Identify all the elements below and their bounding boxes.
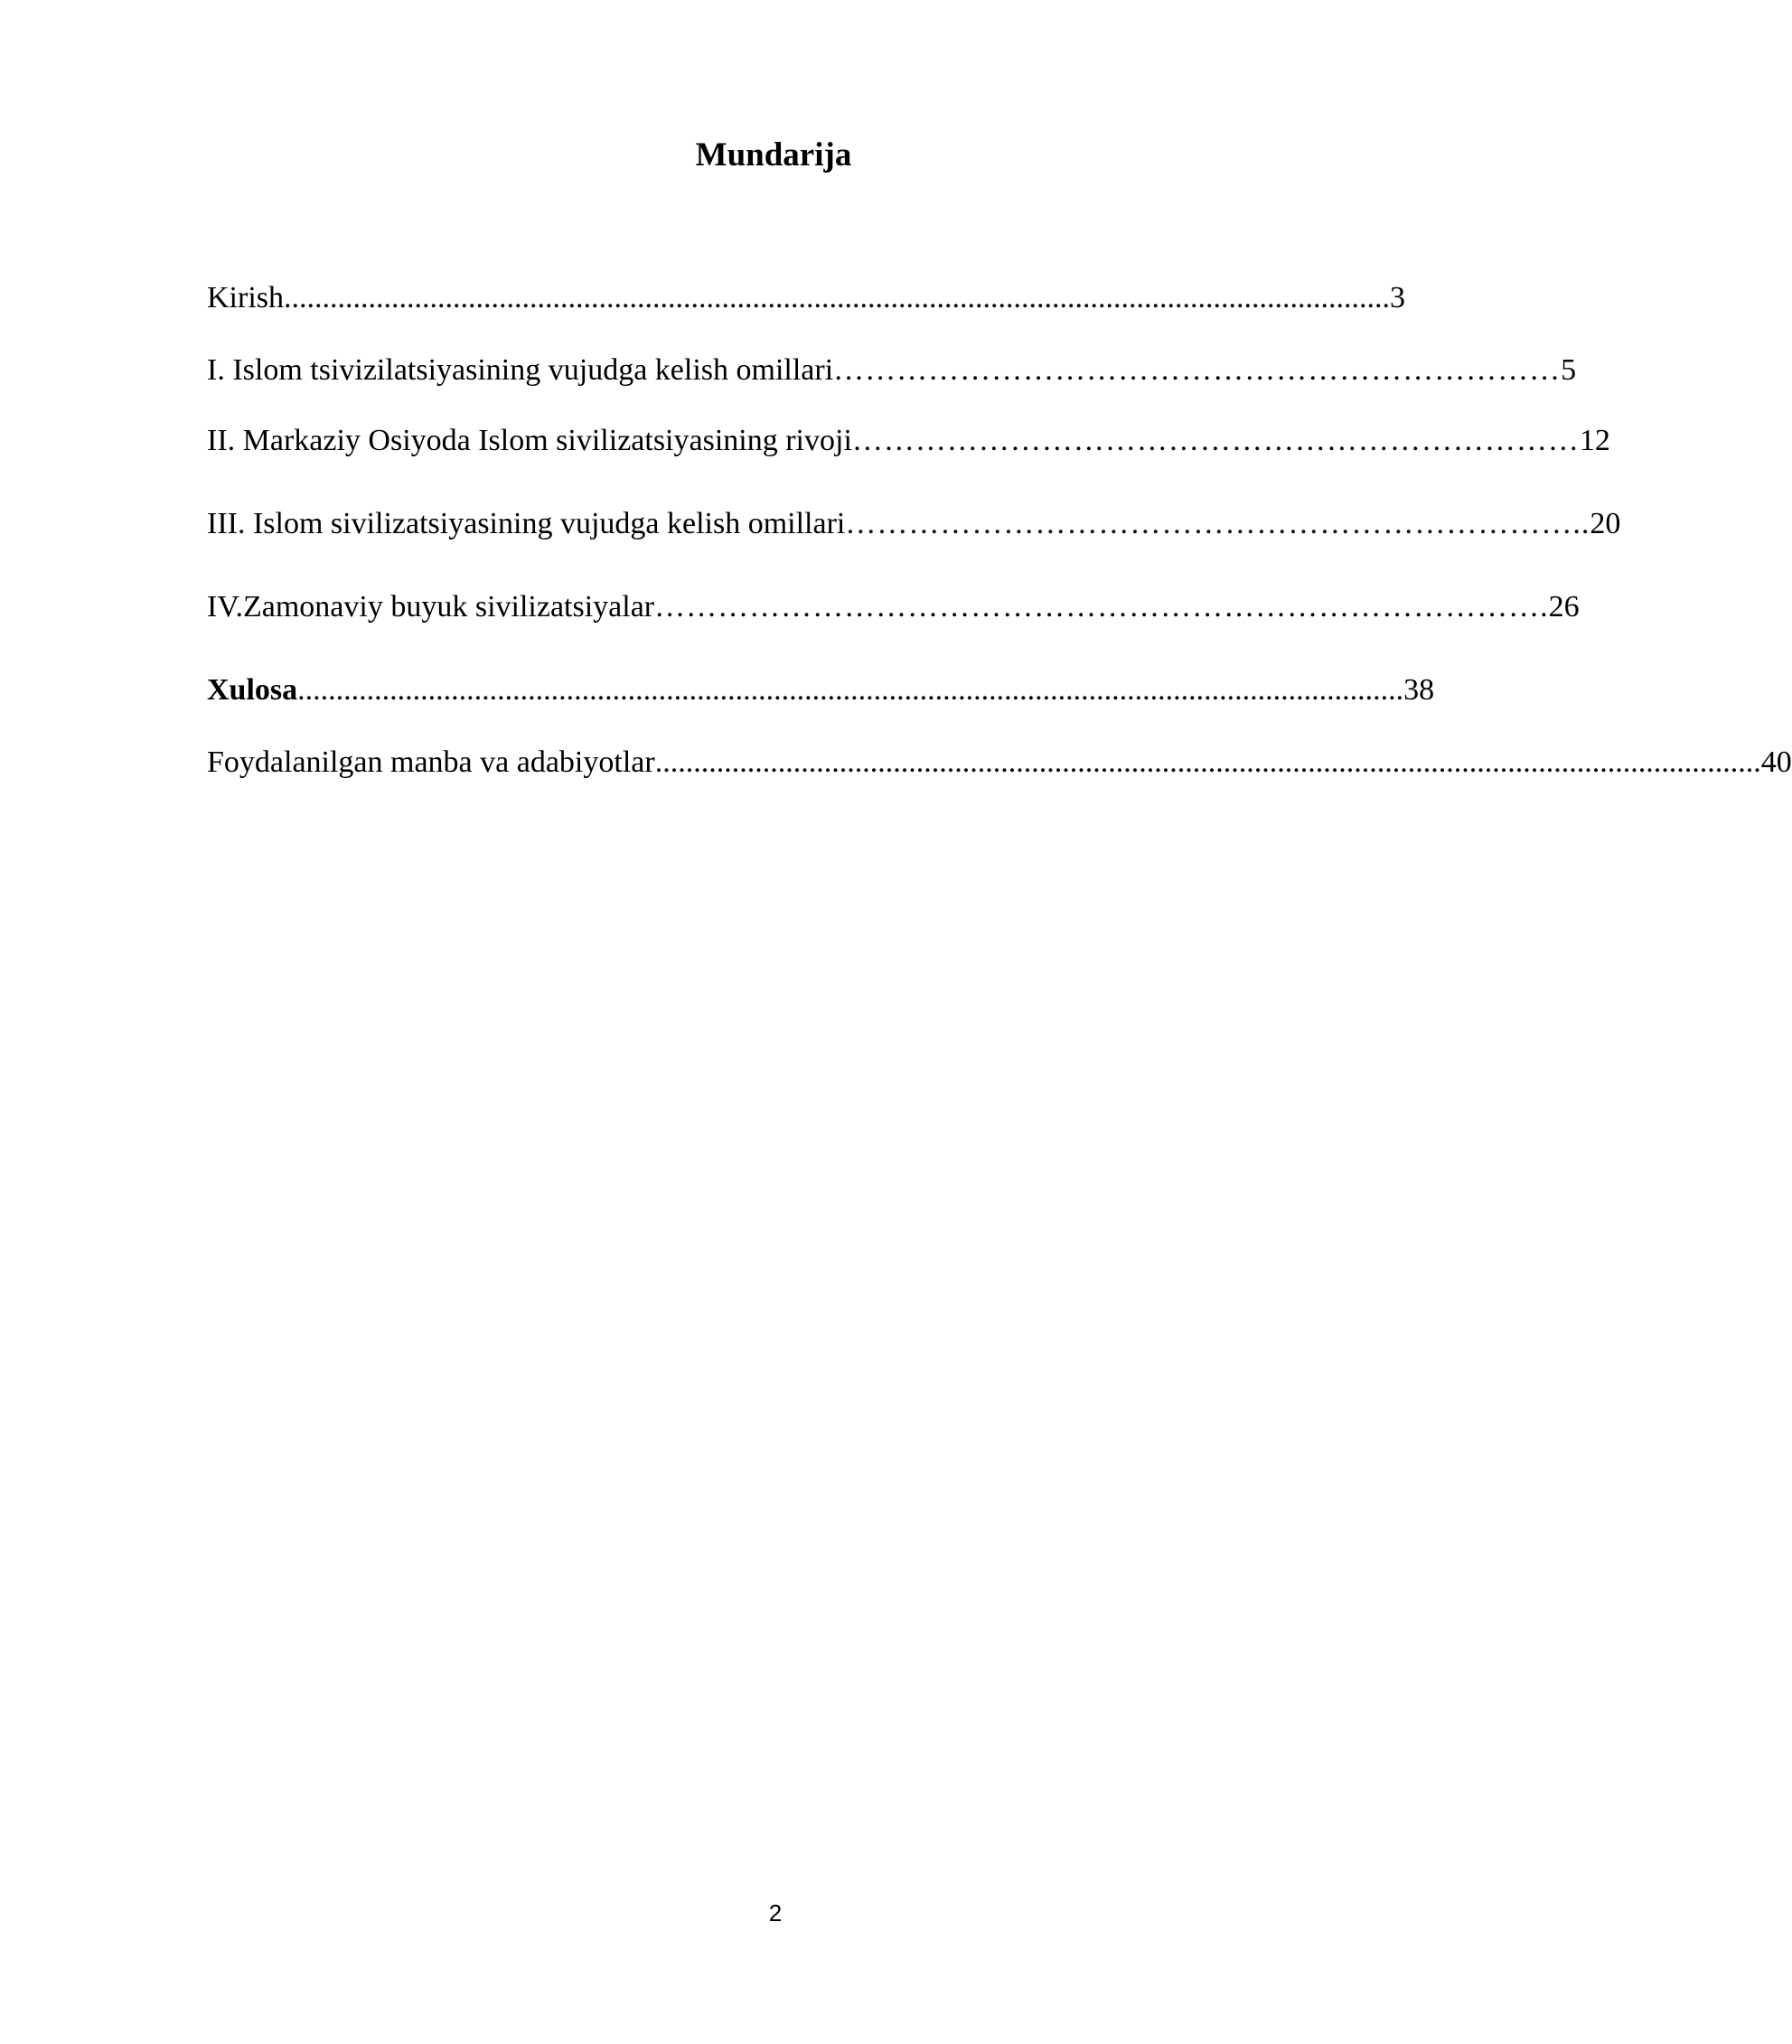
toc-entry-label: Xulosa [207, 673, 298, 707]
toc-entry-references[interactable] [207, 745, 1792, 781]
toc-entry-page-number: 40 [1760, 745, 1792, 779]
toc-entry-section-1[interactable] [207, 352, 1577, 389]
toc-entry-kirish[interactable] [207, 280, 1405, 316]
toc-entry-label: IV.Zamonaviy buyuk sivilizatsiyalar [207, 590, 655, 624]
toc-leader-dots: …………………………………………………………….. [845, 507, 1590, 540]
toc-leader-dots: …………………………………………………………………………. [654, 590, 1549, 624]
toc-entry-page-number: 26 [1548, 590, 1580, 624]
toc-leader-dots: ................................................................................................................................................ [654, 745, 1761, 779]
toc-entry-page-number: 5 [1561, 353, 1577, 387]
toc-entry-label: Foydalanilgan manba va adabiyotlar [207, 745, 655, 779]
toc-entry-section-2[interactable] [207, 423, 1610, 459]
toc-entry-page-number: 38 [1403, 673, 1435, 707]
toc-leader-dots: …………………………………………………………… [851, 424, 1580, 457]
toc-entry-section-4[interactable] [207, 589, 1580, 625]
toc-entry-page-number: 20 [1590, 507, 1621, 540]
toc-entry-label: Kirish [207, 281, 284, 314]
toc-entry-section-3[interactable] [207, 506, 1621, 542]
toc-entry-label: II. Markaziy Osiyoda Islom sivilizatsiyasining rivoji [207, 424, 852, 457]
toc-entry-page-number: 3 [1390, 281, 1405, 314]
toc-entry-label: III. Islom sivilizatsiyasining vujudga kelish omillari [207, 507, 846, 540]
toc-leader-dots: ................................................................................................................................................ [297, 673, 1404, 707]
page-title: Mundarija [695, 136, 852, 173]
toc-entry-page-number: 12 [1579, 424, 1610, 457]
footer-page-number: 2 [768, 1899, 783, 1927]
toc-entry-xulosa[interactable] [207, 672, 1435, 708]
toc-leader-dots: …………………………………………………………… [833, 353, 1562, 387]
toc-leader-dots: ................................................................................................................................................ [284, 281, 1390, 314]
toc-entry-label: I. Islom tsivizilatsiyasining vujudga kelish omillari [207, 353, 834, 387]
